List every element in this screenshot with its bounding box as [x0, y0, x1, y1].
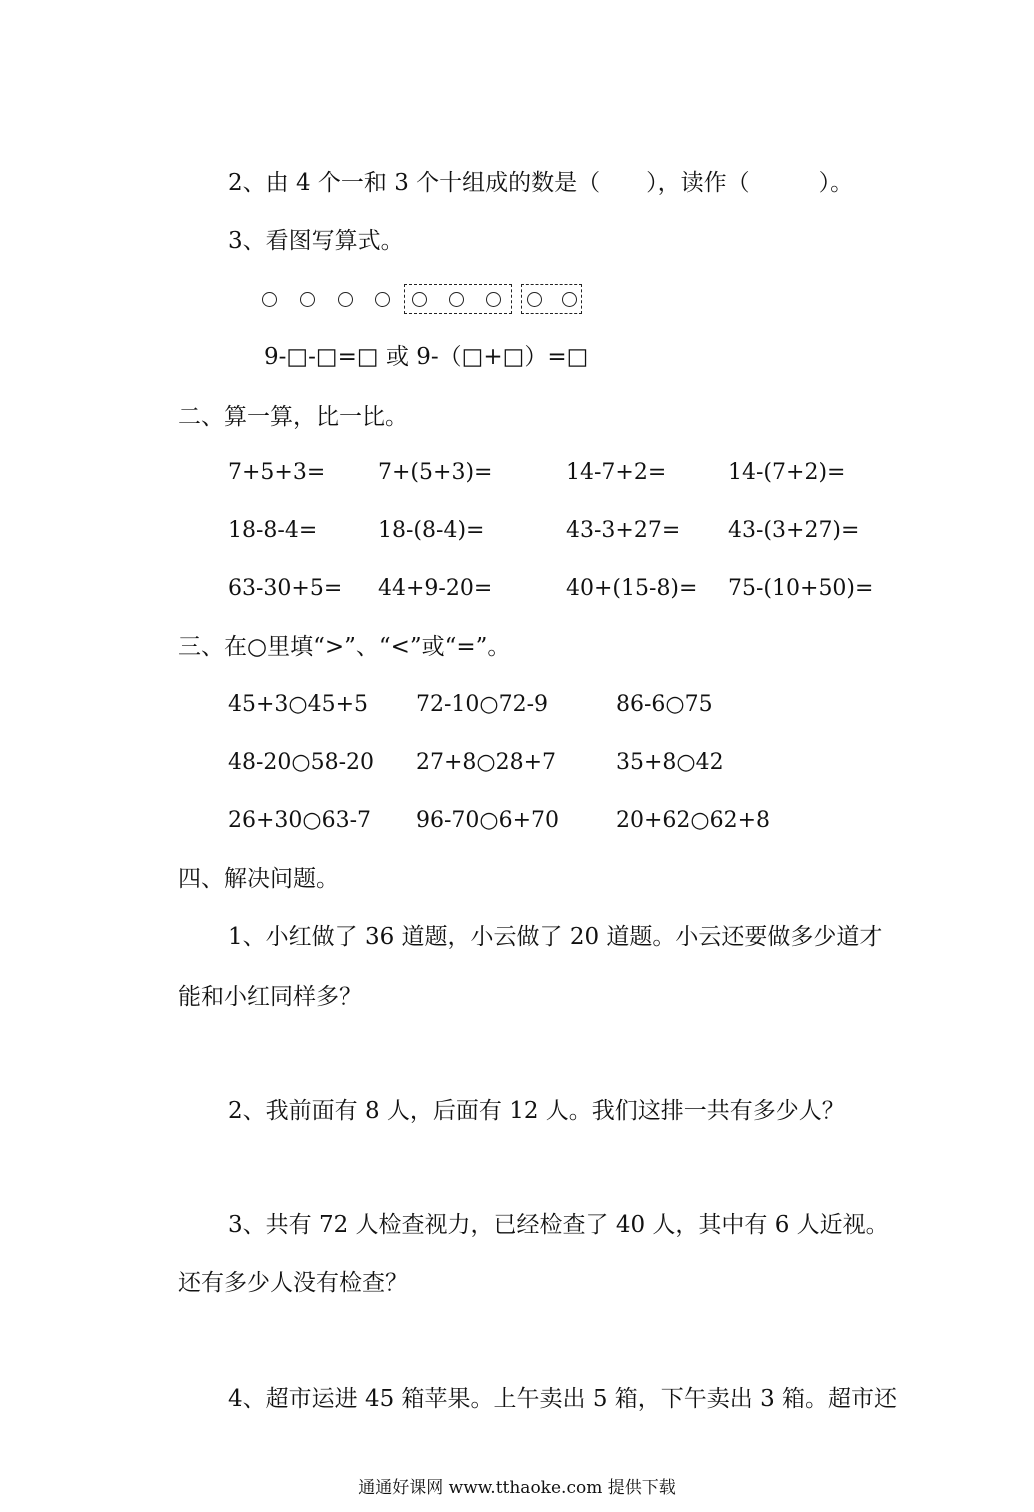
compare-item: 27+8○28+7	[416, 750, 557, 775]
problem-3-line-1: 3、共有 72 人检查视力，已经检查了 40 人，其中有 6 人近视。	[228, 1212, 889, 1238]
question-3-formula: 9-□-□=□ 或 9-（□+□）=□	[264, 344, 589, 370]
problem-1-line-2: 能和小红同样多？	[178, 984, 362, 1010]
calc-item: 63-30+5=	[228, 576, 343, 601]
compare-item: 35+8○42	[616, 750, 724, 775]
calc-item: 40+(15-8)=	[566, 576, 698, 601]
circle-icon	[412, 292, 427, 307]
problem-1-line-1: 1、小红做了 36 道题，小云做了 20 道题。小云还要做多少道才	[228, 924, 883, 950]
circle-icon	[338, 292, 353, 307]
calc-item: 14-7+2=	[566, 460, 667, 485]
problem-4-line-1: 4、超市运进 45 箱苹果。上午卖出 5 箱，下午卖出 3 箱。超市还	[228, 1386, 898, 1412]
footer-credit: 通通好课网 www.tthaoke.com 提供下载	[358, 1478, 676, 1498]
compare-item: 96-70○6+70	[416, 808, 560, 833]
problem-2: 2、我前面有 8 人，后面有 12 人。我们这排一共有多少人？	[228, 1098, 845, 1124]
calc-item: 18-8-4=	[228, 518, 318, 543]
compare-item: 48-20○58-20	[228, 750, 375, 775]
question-3-title: 3、看图写算式。	[228, 228, 404, 254]
circle-icon	[375, 292, 390, 307]
calc-item: 43-3+27=	[566, 518, 681, 543]
compare-item: 20+62○62+8	[616, 808, 771, 833]
problem-3-line-2: 还有多少人没有检查？	[178, 1270, 408, 1296]
section-2-title: 二、算一算，比一比。	[178, 404, 408, 430]
calc-item: 75-(10+50)=	[728, 576, 874, 601]
compare-item: 86-6○75	[616, 692, 713, 717]
question-2: 2、由 4 个一和 3 个十组成的数是（ ），读作（ ）。	[228, 170, 854, 196]
section-3-title: 三、在○里填“>”、“<”或“=”。	[178, 634, 511, 660]
calc-item: 7+(5+3)=	[378, 460, 493, 485]
circle-icon	[449, 292, 464, 307]
circle-icon	[486, 292, 501, 307]
calc-item: 43-(3+27)=	[728, 518, 860, 543]
compare-item: 72-10○72-9	[416, 692, 549, 717]
compare-item: 26+30○63-7	[228, 808, 372, 833]
calc-item: 18-(8-4)=	[378, 518, 485, 543]
calc-item: 14-(7+2)=	[728, 460, 846, 485]
section-4-title: 四、解决问题。	[178, 866, 339, 892]
circle-icon	[300, 292, 315, 307]
calc-item: 7+5+3=	[228, 460, 326, 485]
circle-icon	[562, 292, 577, 307]
circle-icon	[527, 292, 542, 307]
circle-icon	[262, 292, 277, 307]
calc-item: 44+9-20=	[378, 576, 493, 601]
compare-item: 45+3○45+5	[228, 692, 369, 717]
